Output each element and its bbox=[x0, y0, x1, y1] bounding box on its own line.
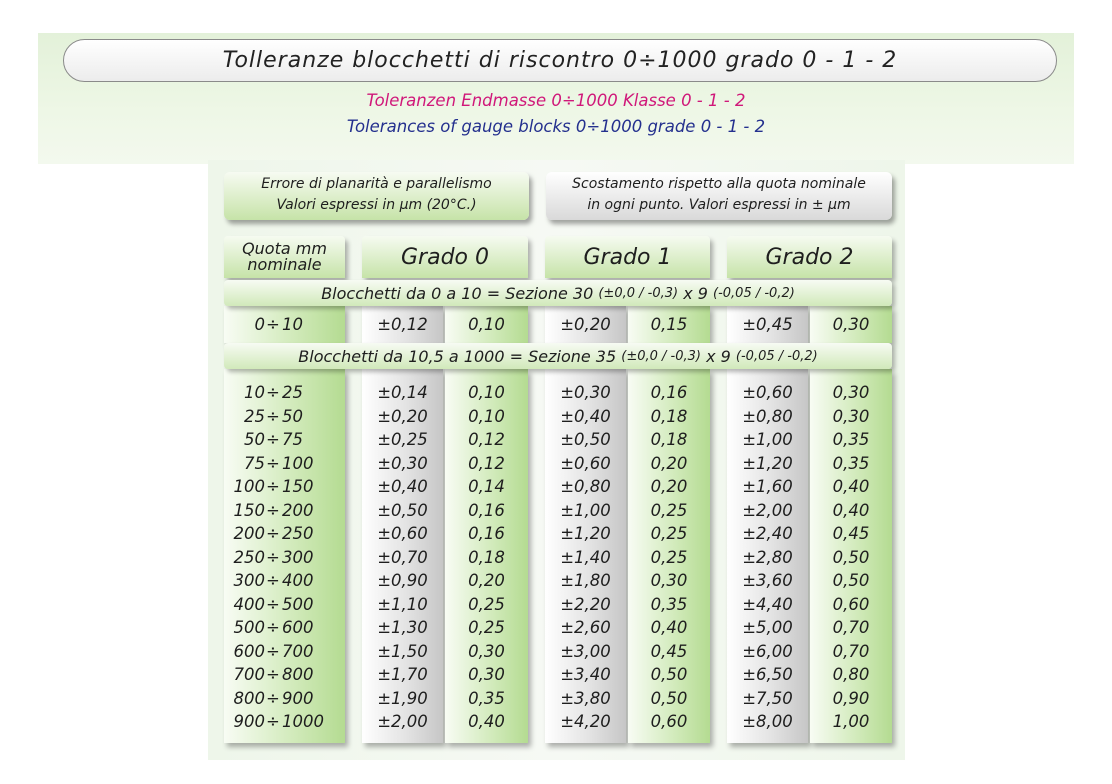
range-to: 900 bbox=[282, 688, 314, 708]
range-divider: ÷ bbox=[266, 618, 280, 637]
nominal-range bbox=[224, 475, 345, 498]
range-to: 150 bbox=[282, 477, 314, 496]
range-divider: ÷ bbox=[266, 314, 280, 334]
subtitle-english: Tolerances of gauge blocks 0÷1000 grade 0 - 1 - 2 bbox=[346, 117, 766, 136]
nominal-range bbox=[224, 616, 345, 639]
range-divider: ÷ bbox=[266, 547, 280, 567]
section1-tolerance-b: (-0,05 / -0,2) bbox=[713, 285, 795, 301]
cell-grado2-deviation: ±6,50 bbox=[742, 665, 793, 684]
range-to: 250 bbox=[282, 524, 314, 543]
nominal-range bbox=[224, 663, 345, 686]
subtitle-german: Toleranzen Endmasse 0÷1000 Klasse 0 - 1 - 2 bbox=[366, 91, 746, 110]
cell-grado2-flatness: 0,80 bbox=[832, 665, 870, 684]
cell-grado1-deviation: ±0,20 bbox=[560, 314, 611, 334]
cell-grado1-deviation: ±0,80 bbox=[560, 477, 611, 496]
cell-grado2-flatness: 1,00 bbox=[832, 712, 870, 731]
flatness-note-line1: Errore di planarità e parallelismo bbox=[261, 176, 492, 192]
cell-grado2-flatness: 0,60 bbox=[832, 594, 870, 614]
cell-grado2-deviation: ±3,60 bbox=[742, 571, 793, 590]
cell-grado1-deviation: ±0,60 bbox=[560, 453, 611, 473]
header-grado-2: Grado 2 bbox=[727, 236, 892, 278]
cell-grado2-flatness: 0,30 bbox=[832, 383, 870, 402]
cell-grado0-flatness: 0,30 bbox=[468, 665, 505, 684]
cell-grado2-flatness: 0,45 bbox=[832, 524, 870, 543]
cell-grado0-flatness: 0,18 bbox=[468, 547, 505, 567]
cell-grado0-flatness: 0,16 bbox=[468, 500, 505, 520]
cell-grado1-deviation: ±1,00 bbox=[560, 500, 611, 520]
range-divider: ÷ bbox=[266, 453, 280, 473]
range-from: 50 bbox=[244, 430, 265, 449]
cell-grado0-flatness: 0,25 bbox=[468, 594, 505, 614]
cell-grado2-flatness: 0,35 bbox=[832, 430, 870, 449]
cell-grado1-flatness: 0,16 bbox=[650, 383, 688, 402]
cell-grado0-deviation: ±0,40 bbox=[377, 477, 428, 496]
range-from: 200 bbox=[233, 524, 265, 543]
cell-grado1-flatness: 0,25 bbox=[650, 547, 688, 567]
cell-grado1-deviation: ±1,20 bbox=[560, 524, 611, 543]
range-divider: ÷ bbox=[266, 500, 280, 520]
range-to: 600 bbox=[282, 618, 314, 637]
cell-grado1-flatness: 0,40 bbox=[650, 618, 688, 637]
cell-grado1-flatness: 0,25 bbox=[650, 524, 688, 543]
section-header-2 bbox=[224, 343, 892, 369]
nominal-range bbox=[224, 546, 345, 569]
cell-grado0-deviation: ±1,10 bbox=[377, 594, 428, 614]
section2-tolerance-b: (-0,05 / -0,2) bbox=[735, 348, 818, 364]
cell-grado1-flatness: 0,30 bbox=[650, 571, 688, 590]
cell-grado2-deviation: ±2,00 bbox=[742, 500, 793, 520]
cell-grado0-flatness: 0,20 bbox=[468, 571, 505, 590]
range-from: 600 bbox=[233, 641, 265, 661]
cell-grado0-deviation: ±0,60 bbox=[377, 524, 428, 543]
range-from: 800 bbox=[233, 688, 265, 708]
cell-grado2-deviation: ±8,00 bbox=[742, 712, 793, 731]
section2-title: Blocchetti da 10,5 a 1000 = Sezione 35 bbox=[298, 346, 617, 366]
cell-grado2-deviation: ±2,80 bbox=[742, 547, 793, 567]
range-from: 25 bbox=[244, 406, 265, 426]
nominal-range bbox=[224, 569, 345, 592]
cell-grado0-flatness: 0,40 bbox=[468, 712, 505, 731]
cell-grado0-deviation: ±1,90 bbox=[377, 688, 428, 708]
nominal-range bbox=[224, 593, 345, 616]
range-from: 500 bbox=[233, 618, 265, 637]
cell-grado1-flatness: 0,25 bbox=[650, 500, 688, 520]
cell-grado0-deviation: ±1,50 bbox=[377, 641, 428, 661]
nominal-range bbox=[224, 499, 345, 522]
cell-grado2-deviation: ±5,00 bbox=[742, 618, 793, 637]
cell-grado2-deviation: ±7,50 bbox=[742, 688, 793, 708]
cell-grado2-deviation: ±1,00 bbox=[742, 430, 793, 449]
range-to: 700 bbox=[282, 641, 314, 661]
range-divider: ÷ bbox=[266, 406, 280, 426]
range-from: 75 bbox=[244, 453, 265, 473]
range-divider: ÷ bbox=[266, 712, 280, 731]
cell-grado1-flatness: 0,45 bbox=[650, 641, 688, 661]
cell-grado0-deviation: ±0,14 bbox=[377, 383, 428, 402]
cell-grado2-deviation: ±2,40 bbox=[742, 524, 793, 543]
section2-tolerance-a: (±0,0 / -0,3) bbox=[621, 348, 701, 364]
range-divider: ÷ bbox=[266, 477, 280, 496]
cell-grado1-flatness: 0,35 bbox=[650, 594, 688, 614]
flatness-note-line2: Valori espressi in µm (20°C.) bbox=[276, 197, 477, 213]
range-to: 100 bbox=[282, 453, 314, 473]
section-header-1 bbox=[224, 280, 892, 306]
cell-grado1-deviation: ±2,20 bbox=[560, 594, 611, 614]
section1-title: Blocchetti da 0 a 10 = Sezione 30 bbox=[321, 283, 594, 303]
cell-grado2-deviation: ±4,40 bbox=[742, 594, 793, 614]
range-to: 200 bbox=[282, 500, 314, 520]
range-divider: ÷ bbox=[266, 688, 280, 708]
cell-grado2-flatness: 0,40 bbox=[832, 500, 870, 520]
cell-grado0-flatness: 0,10 bbox=[468, 406, 505, 426]
cell-grado2-flatness: 0,70 bbox=[832, 618, 870, 637]
range-to: 800 bbox=[282, 665, 314, 684]
cell-grado2-flatness: 0,50 bbox=[832, 571, 870, 590]
cell-grado1-deviation: ±1,80 bbox=[560, 571, 611, 590]
cell-grado0-deviation: ±2,00 bbox=[377, 712, 428, 731]
cell-grado2-deviation: ±6,00 bbox=[742, 641, 793, 661]
header-grado-0: Grado 0 bbox=[362, 236, 528, 278]
cell-grado0-flatness: 0,25 bbox=[468, 618, 505, 637]
cell-grado2-deviation: ±1,60 bbox=[742, 477, 793, 496]
cell-grado0-deviation: ±0,90 bbox=[377, 571, 428, 590]
nominal-range bbox=[224, 428, 345, 451]
nominal-range bbox=[224, 522, 345, 545]
cell-grado1-flatness: 0,20 bbox=[650, 477, 688, 496]
cell-grado0-deviation: ±0,50 bbox=[377, 500, 428, 520]
cell-grado0-flatness: 0,12 bbox=[468, 453, 505, 473]
cell-grado2-flatness: 0,50 bbox=[832, 547, 870, 567]
cell-grado2-flatness: 0,70 bbox=[832, 641, 870, 661]
range-from: 250 bbox=[233, 547, 265, 567]
range-from: 700 bbox=[233, 665, 265, 684]
range-to: 75 bbox=[282, 430, 303, 449]
cell-grado1-deviation: ±3,80 bbox=[560, 688, 611, 708]
range-to: 25 bbox=[282, 383, 303, 402]
range-from: 900 bbox=[233, 712, 265, 731]
cell-grado0-flatness: 0,10 bbox=[468, 383, 505, 402]
cell-grado0-flatness: 0,14 bbox=[468, 477, 505, 496]
range-to: 300 bbox=[282, 547, 314, 567]
cell-grado2-flatness: 0,35 bbox=[832, 453, 870, 473]
cell-grado0-deviation: ±0,30 bbox=[377, 453, 428, 473]
cell-grado0-flatness: 0,12 bbox=[468, 430, 505, 449]
range-divider: ÷ bbox=[266, 571, 280, 590]
cell-grado0-deviation: ±1,30 bbox=[377, 618, 428, 637]
range-divider: ÷ bbox=[266, 430, 280, 449]
range-divider: ÷ bbox=[266, 524, 280, 543]
range-from: 150 bbox=[233, 500, 265, 520]
section1-tolerance-a: (±0,0 / -0,3) bbox=[598, 285, 679, 301]
nominal-range bbox=[224, 640, 345, 663]
section2-multiplier: x 9 bbox=[706, 346, 731, 366]
range-from: 100 bbox=[233, 477, 265, 496]
cell-grado1-deviation: ±3,40 bbox=[560, 665, 611, 684]
cell-grado1-flatness: 0,50 bbox=[650, 688, 688, 708]
section1-multiplier: x 9 bbox=[683, 283, 708, 303]
range-from: 0 bbox=[254, 314, 265, 334]
cell-grado0-deviation: ±0,20 bbox=[377, 406, 428, 426]
cell-grado0-deviation: ±0,70 bbox=[377, 547, 428, 567]
nominal-range bbox=[224, 452, 345, 475]
cell-grado2-flatness: 0,30 bbox=[832, 406, 870, 426]
header-grado-1: Grado 1 bbox=[545, 236, 710, 278]
cell-grado0-flatness: 0,30 bbox=[468, 641, 505, 661]
cell-grado2-flatness: 0,30 bbox=[832, 314, 870, 334]
range-to: 10 bbox=[282, 314, 303, 334]
cell-grado0-deviation: ±0,12 bbox=[377, 314, 428, 334]
range-to: 1000 bbox=[282, 712, 324, 731]
cell-grado1-deviation: ±0,50 bbox=[560, 430, 611, 449]
cell-grado1-deviation: ±4,20 bbox=[560, 712, 611, 731]
cell-grado0-deviation: ±1,70 bbox=[377, 665, 428, 684]
cell-grado2-deviation: ±1,20 bbox=[742, 453, 793, 473]
nominal-range bbox=[224, 687, 345, 710]
cell-grado1-deviation: ±0,30 bbox=[560, 383, 611, 402]
range-to: 400 bbox=[282, 571, 314, 590]
range-to: 500 bbox=[282, 594, 314, 614]
nominal-range bbox=[224, 710, 345, 733]
range-from: 10 bbox=[244, 383, 265, 402]
cell-grado1-flatness: 0,50 bbox=[650, 665, 688, 684]
cell-grado2-deviation: ±0,45 bbox=[742, 314, 793, 334]
header-quota-line2: nominale bbox=[247, 255, 322, 274]
cell-grado1-deviation: ±1,40 bbox=[560, 547, 611, 567]
deviation-note-line2: in ogni punto. Valori espressi in ± µm bbox=[587, 197, 851, 213]
header-quota-nominale bbox=[224, 236, 345, 278]
cell-grado1-flatness: 0,18 bbox=[650, 406, 688, 426]
cell-grado2-flatness: 0,90 bbox=[832, 688, 870, 708]
nominal-range bbox=[224, 381, 345, 404]
cell-grado1-flatness: 0,20 bbox=[650, 453, 688, 473]
cell-grado1-flatness: 0,15 bbox=[650, 314, 688, 334]
page-title: Tolleranze blocchetti di riscontro 0÷1000 grado 0 - 1 - 2 bbox=[63, 39, 1057, 82]
range-to: 50 bbox=[282, 406, 303, 426]
cell-grado0-flatness: 0,16 bbox=[468, 524, 505, 543]
cell-grado0-deviation: ±0,25 bbox=[377, 430, 428, 449]
range-divider: ÷ bbox=[266, 594, 280, 614]
cell-grado2-deviation: ±0,60 bbox=[742, 383, 793, 402]
range-from: 300 bbox=[233, 571, 265, 590]
range-divider: ÷ bbox=[266, 665, 280, 684]
deviation-note-line1: Scostamento rispetto alla quota nominale bbox=[572, 176, 866, 192]
cell-grado1-flatness: 0,18 bbox=[650, 430, 688, 449]
cell-grado1-flatness: 0,60 bbox=[650, 712, 688, 731]
nominal-range bbox=[224, 313, 345, 336]
cell-grado1-deviation: ±2,60 bbox=[560, 618, 611, 637]
cell-grado0-flatness: 0,35 bbox=[468, 688, 505, 708]
header-quota-line1: Quota mm bbox=[242, 239, 327, 258]
cell-grado1-deviation: ±0,40 bbox=[560, 406, 611, 426]
cell-grado0-flatness: 0,10 bbox=[468, 314, 505, 334]
deviation-note bbox=[546, 172, 892, 220]
cell-grado2-deviation: ±0,80 bbox=[742, 406, 793, 426]
range-divider: ÷ bbox=[266, 383, 280, 402]
nominal-range bbox=[224, 405, 345, 428]
range-divider: ÷ bbox=[266, 641, 280, 661]
cell-grado1-deviation: ±3,00 bbox=[560, 641, 611, 661]
flatness-note bbox=[224, 172, 529, 220]
cell-grado2-flatness: 0,40 bbox=[832, 477, 870, 496]
range-from: 400 bbox=[233, 594, 265, 614]
